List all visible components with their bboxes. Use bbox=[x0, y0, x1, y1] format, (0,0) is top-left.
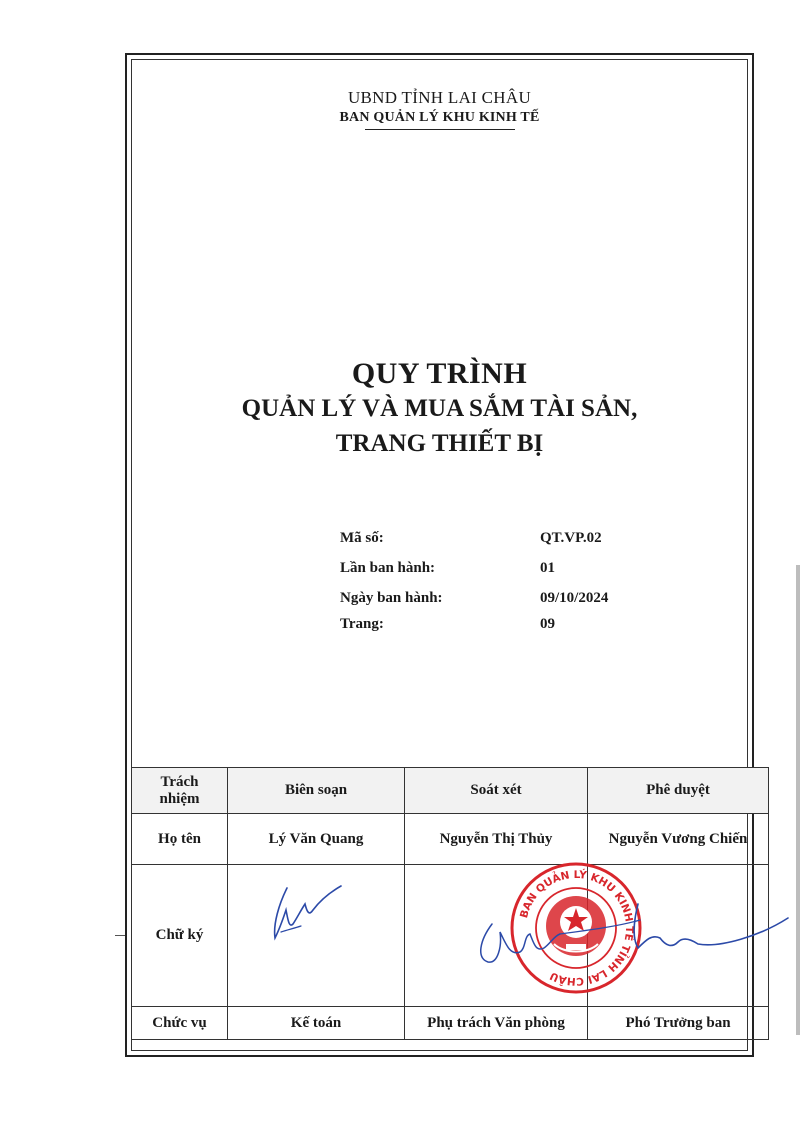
agency-name: UBND TỈNH LAI CHÂU bbox=[347, 88, 532, 107]
title-main: QUY TRÌNH bbox=[351, 357, 528, 390]
header-responsibility-line2: nhiệm bbox=[159, 790, 200, 807]
issue-label: Lần ban hành: bbox=[340, 560, 436, 576]
drafter-signature bbox=[265, 880, 355, 950]
department-name: BAN QUẢN LÝ KHU KINH TẾ bbox=[339, 110, 540, 125]
meta-row-pages bbox=[340, 613, 660, 635]
header-responsibility-line1: Trách bbox=[160, 773, 199, 790]
pages-value: 09 bbox=[540, 616, 555, 632]
title-line-1: QUẢN LÝ VÀ MUA SẮM TÀI SẢN, bbox=[241, 395, 638, 422]
meta-row-issue bbox=[340, 553, 660, 583]
approver-position: Phó Trưởng ban bbox=[588, 1007, 769, 1040]
table-row-positions bbox=[132, 1007, 769, 1040]
header-responsibility bbox=[132, 768, 228, 814]
header-underline bbox=[365, 129, 515, 130]
position-row-label: Chức vụ bbox=[132, 1007, 228, 1040]
document-header bbox=[131, 88, 748, 130]
table-header-row bbox=[132, 768, 769, 814]
drafter-name: Lý Văn Quang bbox=[228, 814, 405, 865]
table-row-names bbox=[132, 814, 769, 865]
issue-value: 01 bbox=[540, 560, 555, 576]
code-label: Mã số: bbox=[340, 530, 384, 546]
meta-row-date bbox=[340, 583, 660, 613]
reviewer-name: Nguyễn Thị Thủy bbox=[405, 814, 588, 865]
header-approved: Phê duyệt bbox=[588, 768, 769, 814]
scan-edge-shadow bbox=[796, 565, 800, 1035]
pages-label: Trang: bbox=[340, 616, 384, 632]
approver-name: Nguyễn Vương Chiến bbox=[588, 814, 769, 865]
signature-row-label: Chữ ký bbox=[132, 865, 228, 1007]
approver-signature bbox=[470, 890, 790, 975]
drafter-position: Kế toán bbox=[228, 1007, 405, 1040]
header-reviewed: Soát xét bbox=[405, 768, 588, 814]
code-value: QT.VP.02 bbox=[540, 530, 602, 546]
title-line-2: TRANG THIẾT BỊ bbox=[335, 430, 544, 457]
document-title bbox=[131, 357, 748, 461]
document-metadata bbox=[340, 523, 660, 635]
reviewer-position: Phụ trách Văn phòng bbox=[405, 1007, 588, 1040]
date-label: Ngày ban hành: bbox=[340, 590, 443, 606]
header-drafted: Biên soạn bbox=[228, 768, 405, 814]
name-row-label: Họ tên bbox=[132, 814, 228, 865]
meta-row-code bbox=[340, 523, 660, 553]
margin-tick bbox=[115, 935, 125, 936]
stamp-text: BAN QUẢN LÝ KHU KINH TẾ TỈNH LAI CHÂU bbox=[518, 868, 636, 988]
date-value: 09/10/2024 bbox=[540, 590, 609, 606]
